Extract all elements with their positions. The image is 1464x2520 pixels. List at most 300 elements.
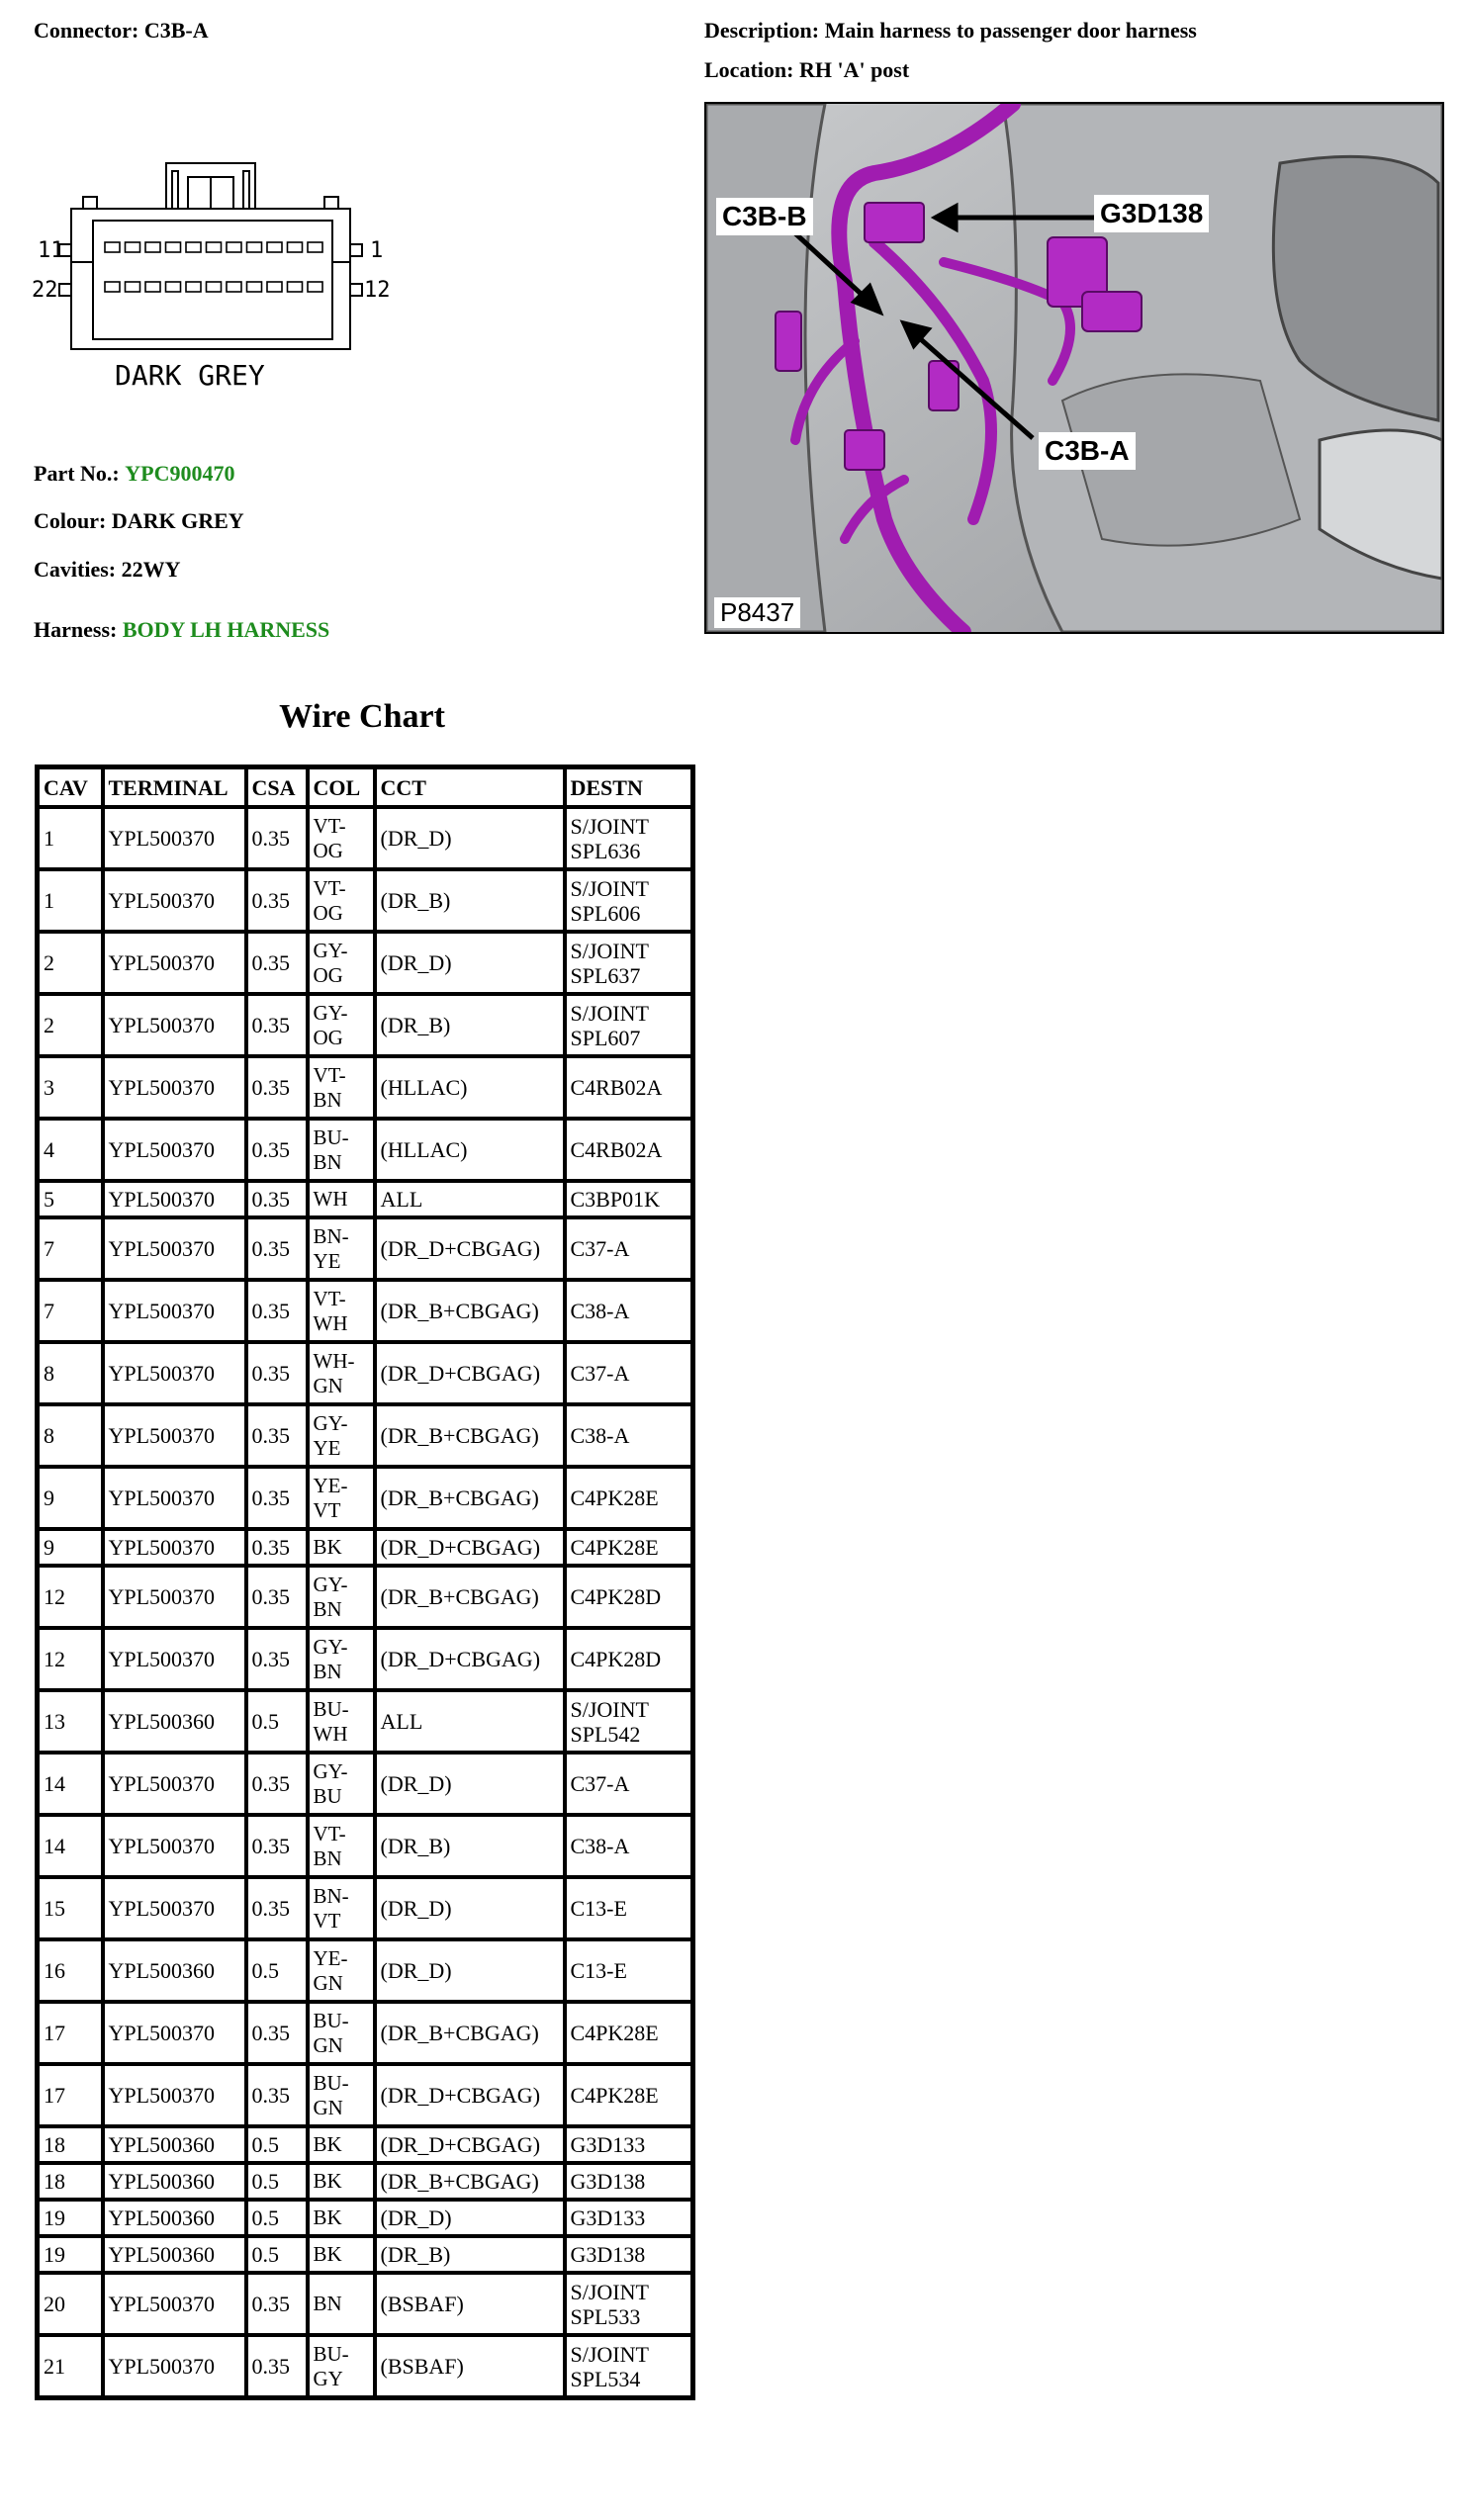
cell-col-text: BN — [313, 1087, 342, 1112]
cell-terminal — [103, 994, 246, 1056]
cell-col-text: BK — [313, 2242, 342, 2266]
table-row — [38, 2126, 693, 2163]
cell-col-text: YE — [313, 1435, 341, 1460]
cell-cav — [38, 932, 103, 994]
cell-csa-text: 0.35 — [251, 1075, 290, 1100]
table-row — [38, 807, 693, 869]
cell-cct-text: (DR_B) — [380, 888, 451, 913]
description-value: Main harness to passenger door harness — [824, 18, 1197, 43]
cell-csa-text: 0.35 — [251, 1187, 290, 1212]
cell-col-text: BN — [313, 1659, 342, 1683]
cell-col-text: BK — [313, 2169, 342, 2193]
cell-col-text: BN — [313, 1149, 342, 1174]
cell-cav — [38, 994, 103, 1056]
wire-chart-table — [35, 765, 695, 2400]
cavity — [247, 282, 262, 292]
cell-cav — [38, 1690, 103, 1753]
cell-terminal-text: YPL500370 — [108, 1075, 216, 1100]
cell-csa — [246, 1815, 308, 1877]
cell-destn — [565, 2126, 693, 2163]
cell-col — [308, 1217, 375, 1280]
cell-col-text: BK — [313, 2205, 342, 2229]
cavity — [227, 282, 241, 292]
cell-csa-text: 0.35 — [251, 1013, 290, 1037]
cell-csa — [246, 2126, 308, 2163]
cell-terminal-text: YPL500370 — [108, 1299, 216, 1323]
cell-col — [308, 1119, 375, 1181]
connector-info — [34, 18, 209, 44]
cell-cct — [375, 2335, 565, 2398]
cell-cct-text: (DR_D) — [380, 2205, 452, 2230]
cell-col — [308, 2335, 375, 2398]
cell-csa — [246, 1566, 308, 1628]
table-row — [38, 1280, 693, 1342]
cavity — [207, 242, 222, 252]
harness-label: Harness: — [34, 617, 118, 642]
cell-col — [308, 2163, 375, 2200]
cell-col — [308, 1404, 375, 1467]
cell-csa — [246, 1690, 308, 1753]
cell-cav-text: 8 — [44, 1423, 54, 1448]
cell-cav — [38, 1342, 103, 1404]
cell-terminal-text: YPL500370 — [108, 1535, 216, 1560]
cell-csa — [246, 2200, 308, 2236]
cell-terminal-text: YPL500370 — [108, 1771, 216, 1796]
cell-destn-text: S/JOINT — [570, 1000, 649, 1026]
cavity — [145, 242, 160, 252]
cell-cct-text: (DR_D+CBGAG) — [380, 1647, 541, 1671]
table-row — [38, 1566, 693, 1628]
table-row — [38, 1342, 693, 1404]
cell-col-text: BU- — [313, 1125, 349, 1149]
cell-cct-text: ALL — [380, 1187, 423, 1212]
table-header-row — [38, 767, 693, 808]
cell-destn — [565, 2236, 693, 2273]
cell-csa — [246, 2163, 308, 2200]
cell-cct — [375, 2163, 565, 2200]
cell-terminal-text: YPL500370 — [108, 1423, 216, 1448]
cell-csa — [246, 1877, 308, 1939]
cell-terminal-text: YPL500370 — [108, 1896, 216, 1921]
connector-body — [71, 209, 350, 349]
cell-destn-text: C13-E — [570, 1896, 627, 1921]
connector-value: C3B-A — [143, 18, 209, 43]
cavity — [126, 282, 140, 292]
cell-terminal-text: YPL500360 — [108, 1958, 216, 1983]
cell-col — [308, 994, 375, 1056]
cell-destn-text: C4PK28E — [570, 1485, 659, 1510]
cell-col-text: GY — [313, 2366, 343, 2390]
cavity — [227, 242, 241, 252]
colour-value: DARK GREY — [111, 508, 244, 533]
cell-csa — [246, 1119, 308, 1181]
cell-col-text: WH — [313, 1310, 348, 1335]
cell-cct-text: (DR_B+CBGAG) — [380, 1485, 539, 1510]
cavity — [166, 242, 181, 252]
cell-col-text: BN — [313, 2292, 342, 2315]
cell-col-text: VT- — [313, 813, 346, 838]
cell-csa — [246, 1280, 308, 1342]
cell-terminal — [103, 1217, 246, 1280]
cavity — [105, 242, 120, 252]
cell-cav — [38, 2064, 103, 2126]
cell-cct — [375, 807, 565, 869]
cell-col-text: BN- — [313, 1883, 349, 1908]
cell-cav-text: 18 — [44, 2169, 65, 2194]
cell-destn-text: SPL542 — [570, 1721, 641, 1747]
cell-terminal — [103, 2163, 246, 2200]
cell-cct-text: (DR_D) — [380, 826, 452, 851]
cavity — [267, 242, 282, 252]
cell-col-text: WH — [313, 1721, 348, 1746]
cell-terminal — [103, 2236, 246, 2273]
cell-destn — [565, 1877, 693, 1939]
cell-destn-text: G3D133 — [570, 2132, 646, 2157]
cell-terminal — [103, 2273, 246, 2335]
cell-col-text: WH- — [313, 1348, 355, 1373]
cell-csa-text: 0.35 — [251, 1137, 290, 1162]
cell-destn — [565, 1753, 693, 1815]
cell-csa-text: 0.5 — [251, 2169, 279, 2194]
cell-destn — [565, 2200, 693, 2236]
cell-destn — [565, 1342, 693, 1404]
cell-csa — [246, 1467, 308, 1529]
part-no-label: Part No.: — [34, 461, 120, 486]
cell-cct — [375, 1467, 565, 1529]
cavity — [105, 282, 120, 292]
cell-col-text: OG — [313, 962, 343, 987]
cell-col — [308, 1280, 375, 1342]
table-row — [38, 2273, 693, 2335]
cell-col-text: BU- — [313, 2070, 349, 2095]
cell-csa-text: 0.35 — [251, 1647, 290, 1671]
cell-col-text: VT — [313, 1497, 341, 1522]
cell-col-text: YE- — [313, 1945, 348, 1970]
cell-cav-text: 16 — [44, 1958, 65, 1983]
cell-col — [308, 1628, 375, 1690]
table-row — [38, 932, 693, 994]
cell-destn-text: C38-A — [570, 1834, 630, 1858]
cell-destn-text: G3D138 — [570, 2169, 646, 2194]
pin-1-label: 1 — [370, 238, 384, 263]
cell-col-text: GN — [313, 1970, 343, 1995]
cell-col-text: GN — [313, 2095, 343, 2119]
cell-destn-text: C38-A — [570, 1423, 630, 1448]
cell-destn-text: C4PK28E — [570, 2021, 659, 2045]
cell-destn — [565, 807, 693, 869]
cell-destn — [565, 869, 693, 932]
cell-terminal — [103, 932, 246, 994]
cell-csa — [246, 2273, 308, 2335]
cell-destn — [565, 1628, 693, 1690]
part-no-value[interactable]: YPC900470 — [125, 461, 235, 486]
cell-destn — [565, 1529, 693, 1566]
cell-cav-text: 4 — [44, 1137, 54, 1162]
cell-csa — [246, 1056, 308, 1119]
cell-terminal — [103, 1404, 246, 1467]
cell-destn — [565, 2273, 693, 2335]
cell-col-text: BU — [313, 1783, 342, 1808]
cavities-label: Cavities: — [34, 557, 117, 582]
cell-col — [308, 2273, 375, 2335]
cell-terminal — [103, 2002, 246, 2064]
cell-cav — [38, 1217, 103, 1280]
cell-destn-text: S/JOINT — [570, 813, 649, 839]
cell-terminal — [103, 1467, 246, 1529]
cell-cav — [38, 1815, 103, 1877]
location-value: RH 'A' post — [798, 57, 910, 82]
cell-terminal — [103, 2335, 246, 2398]
cell-cct-text: (DR_B) — [380, 1834, 451, 1858]
cavity — [186, 282, 201, 292]
connector-label: Connector: — [34, 18, 139, 43]
cell-csa — [246, 1217, 308, 1280]
cell-terminal — [103, 807, 246, 869]
cell-destn-text: C4PK28E — [570, 1535, 659, 1560]
cell-destn — [565, 994, 693, 1056]
cell-csa — [246, 2064, 308, 2126]
cell-cct-text: (DR_B+CBGAG) — [380, 1423, 539, 1448]
cell-terminal — [103, 1280, 246, 1342]
location-info — [704, 57, 909, 83]
cell-cct — [375, 1529, 565, 1566]
cell-csa-text: 0.35 — [251, 2354, 290, 2379]
cell-csa-text: 0.35 — [251, 1535, 290, 1560]
cell-cct-text: (BSBAF) — [380, 2292, 464, 2316]
cell-csa — [246, 1628, 308, 1690]
cell-terminal — [103, 1815, 246, 1877]
cell-terminal-text: YPL500370 — [108, 1236, 216, 1261]
cell-destn-text: C37-A — [570, 1236, 630, 1261]
cell-destn — [565, 1404, 693, 1467]
cell-destn-text: C3BP01K — [570, 1187, 660, 1212]
cell-cav — [38, 1877, 103, 1939]
cell-csa-text: 0.35 — [251, 1361, 290, 1386]
cell-terminal-text: YPL500370 — [108, 950, 216, 975]
cell-csa — [246, 1753, 308, 1815]
cell-col-text: YE — [313, 1248, 341, 1273]
cell-cct — [375, 2200, 565, 2236]
cell-destn-text: SPL637 — [570, 962, 641, 988]
photo-id: P8437 — [714, 597, 800, 628]
header-destn: DESTN — [565, 767, 693, 808]
cell-cct-text: (DR_B+CBGAG) — [380, 1299, 539, 1323]
cell-col-text: VT- — [313, 1286, 346, 1310]
cell-destn — [565, 1566, 693, 1628]
cell-cav-text: 19 — [44, 2242, 65, 2267]
cell-destn-text: C4RB02A — [570, 1075, 663, 1100]
cell-col-text: VT- — [313, 1821, 346, 1845]
cell-col — [308, 1056, 375, 1119]
cell-destn-text: C13-E — [570, 1958, 627, 1983]
cell-cav-text: 1 — [44, 888, 54, 913]
pin-12-label: 12 — [364, 278, 391, 303]
cell-csa — [246, 1404, 308, 1467]
cell-cav-text: 2 — [44, 1013, 54, 1037]
cell-col — [308, 2236, 375, 2273]
cavity — [247, 242, 262, 252]
header-csa: CSA — [246, 767, 308, 808]
cell-destn — [565, 1217, 693, 1280]
cell-col-text: GY- — [313, 1758, 348, 1783]
cell-destn — [565, 1815, 693, 1877]
cell-destn-text: SPL606 — [570, 900, 641, 926]
cell-terminal-text: YPL500360 — [108, 2169, 216, 2194]
cell-csa-text: 0.35 — [251, 1584, 290, 1609]
cell-csa-text: 0.35 — [251, 888, 290, 913]
cell-cav — [38, 2335, 103, 2398]
cell-destn — [565, 1939, 693, 2002]
cell-col — [308, 1342, 375, 1404]
table-row — [38, 2163, 693, 2200]
table-row — [38, 2064, 693, 2126]
table-row — [38, 2200, 693, 2236]
cell-col — [308, 1753, 375, 1815]
cell-terminal — [103, 1753, 246, 1815]
table-row — [38, 1753, 693, 1815]
table-row — [38, 2236, 693, 2273]
cell-cct-text: (DR_D+CBGAG) — [380, 1361, 541, 1386]
cavity — [166, 282, 181, 292]
cell-cav-text: 14 — [44, 1834, 65, 1858]
cell-col — [308, 932, 375, 994]
cell-destn — [565, 2002, 693, 2064]
cavity — [267, 282, 282, 292]
cell-cav-text: 17 — [44, 2021, 65, 2045]
cell-terminal-text: YPL500360 — [108, 2132, 216, 2157]
cell-cct — [375, 994, 565, 1056]
cell-cav-text: 2 — [44, 950, 54, 975]
cell-destn — [565, 2335, 693, 2398]
cell-terminal — [103, 2200, 246, 2236]
callout-g3d138: G3D138 — [1094, 195, 1209, 232]
cell-cav — [38, 869, 103, 932]
cell-terminal-text: YPL500370 — [108, 1013, 216, 1037]
cell-cct-text: (DR_B) — [380, 2242, 451, 2267]
cell-csa — [246, 1342, 308, 1404]
cell-csa-text: 0.35 — [251, 950, 290, 975]
cell-cct — [375, 1566, 565, 1628]
cell-csa — [246, 932, 308, 994]
cell-cct-text: ALL — [380, 1709, 423, 1734]
cell-col — [308, 2064, 375, 2126]
cell-cav — [38, 1119, 103, 1181]
cell-col-text: BU- — [313, 1696, 349, 1721]
cell-cct-text: (DR_D+CBGAG) — [380, 1535, 541, 1560]
harness-value[interactable]: BODY LH HARNESS — [122, 617, 330, 642]
table-row — [38, 1217, 693, 1280]
table-row — [38, 1181, 693, 1217]
cell-cav-text: 18 — [44, 2132, 65, 2157]
cell-destn-text: S/JOINT — [570, 938, 649, 963]
cell-col-text: GY- — [313, 1410, 348, 1435]
cell-cav — [38, 2163, 103, 2200]
table-row — [38, 1628, 693, 1690]
cell-csa — [246, 2335, 308, 2398]
cell-terminal-text: YPL500370 — [108, 1834, 216, 1858]
cell-destn-text: SPL534 — [570, 2366, 641, 2391]
cavity — [288, 282, 303, 292]
cell-destn-text: S/JOINT — [570, 2341, 649, 2367]
cell-cct — [375, 1119, 565, 1181]
cell-cct — [375, 1815, 565, 1877]
cell-destn — [565, 1467, 693, 1529]
cell-terminal — [103, 1181, 246, 1217]
cell-cct — [375, 869, 565, 932]
cell-cct-text: (DR_D) — [380, 1896, 452, 1921]
cell-cct — [375, 2002, 565, 2064]
cell-terminal — [103, 1342, 246, 1404]
cell-csa — [246, 2002, 308, 2064]
cell-col — [308, 2126, 375, 2163]
cell-destn-text: C4PK28E — [570, 2083, 659, 2108]
header-terminal: TERMINAL — [103, 767, 246, 808]
cell-col — [308, 1566, 375, 1628]
cell-destn-text: C37-A — [570, 1771, 630, 1796]
colour-label: Colour: — [34, 508, 107, 533]
cell-csa-text: 0.35 — [251, 1771, 290, 1796]
cell-cct-text: (DR_D) — [380, 950, 452, 975]
callout-c3b-b: C3B-B — [716, 198, 813, 235]
cell-cav-text: 12 — [44, 1584, 65, 1609]
cell-col — [308, 1815, 375, 1877]
cell-destn — [565, 1690, 693, 1753]
header-cav: CAV — [38, 767, 103, 808]
cell-terminal-text: YPL500370 — [108, 2292, 216, 2316]
cell-terminal-text: YPL500370 — [108, 888, 216, 913]
cell-col-text: VT — [313, 1908, 341, 1933]
cell-col-text: GY- — [313, 1572, 348, 1596]
cell-terminal-text: YPL500370 — [108, 1584, 216, 1609]
cell-cct — [375, 2236, 565, 2273]
cell-col-text: BN- — [313, 1223, 349, 1248]
cell-col-text: BK — [313, 1535, 342, 1559]
cell-csa — [246, 1939, 308, 2002]
cell-cct — [375, 1690, 565, 1753]
cell-cct — [375, 2126, 565, 2163]
cell-col-text: GY- — [313, 1634, 348, 1659]
cell-cct-text: (DR_B+CBGAG) — [380, 2021, 539, 2045]
cell-terminal-text: YPL500360 — [108, 1709, 216, 1734]
cell-cav-text: 9 — [44, 1485, 54, 1510]
table-row — [38, 1939, 693, 2002]
cell-csa-text: 0.35 — [251, 1236, 290, 1261]
cavity — [308, 242, 322, 252]
cell-csa-text: 0.35 — [251, 2292, 290, 2316]
wire-chart-title: Wire Chart — [279, 698, 445, 735]
cell-col-text: GY- — [313, 1000, 348, 1025]
cell-col-text: GY- — [313, 938, 348, 962]
cell-destn-text: C4PK28D — [570, 1647, 662, 1671]
cell-cav-text: 14 — [44, 1771, 65, 1796]
cavity-rows — [105, 242, 322, 292]
cell-destn-text: SPL636 — [570, 838, 641, 863]
cell-terminal-text: YPL500360 — [108, 2205, 216, 2230]
cell-csa-text: 0.35 — [251, 1834, 290, 1858]
cell-terminal-text: YPL500370 — [108, 2354, 216, 2379]
callout-c3b-a: C3B-A — [1039, 432, 1136, 470]
cell-cav — [38, 1404, 103, 1467]
table-row — [38, 1404, 693, 1467]
cell-terminal-text: YPL500360 — [108, 2242, 216, 2267]
cell-cav-text: 17 — [44, 2083, 65, 2108]
cell-terminal — [103, 1628, 246, 1690]
cell-csa-text: 0.5 — [251, 2132, 279, 2157]
cell-cav-text: 15 — [44, 1896, 65, 1921]
cell-csa-text: 0.35 — [251, 1423, 290, 1448]
cell-csa-text: 0.35 — [251, 2083, 290, 2108]
cell-col — [308, 869, 375, 932]
